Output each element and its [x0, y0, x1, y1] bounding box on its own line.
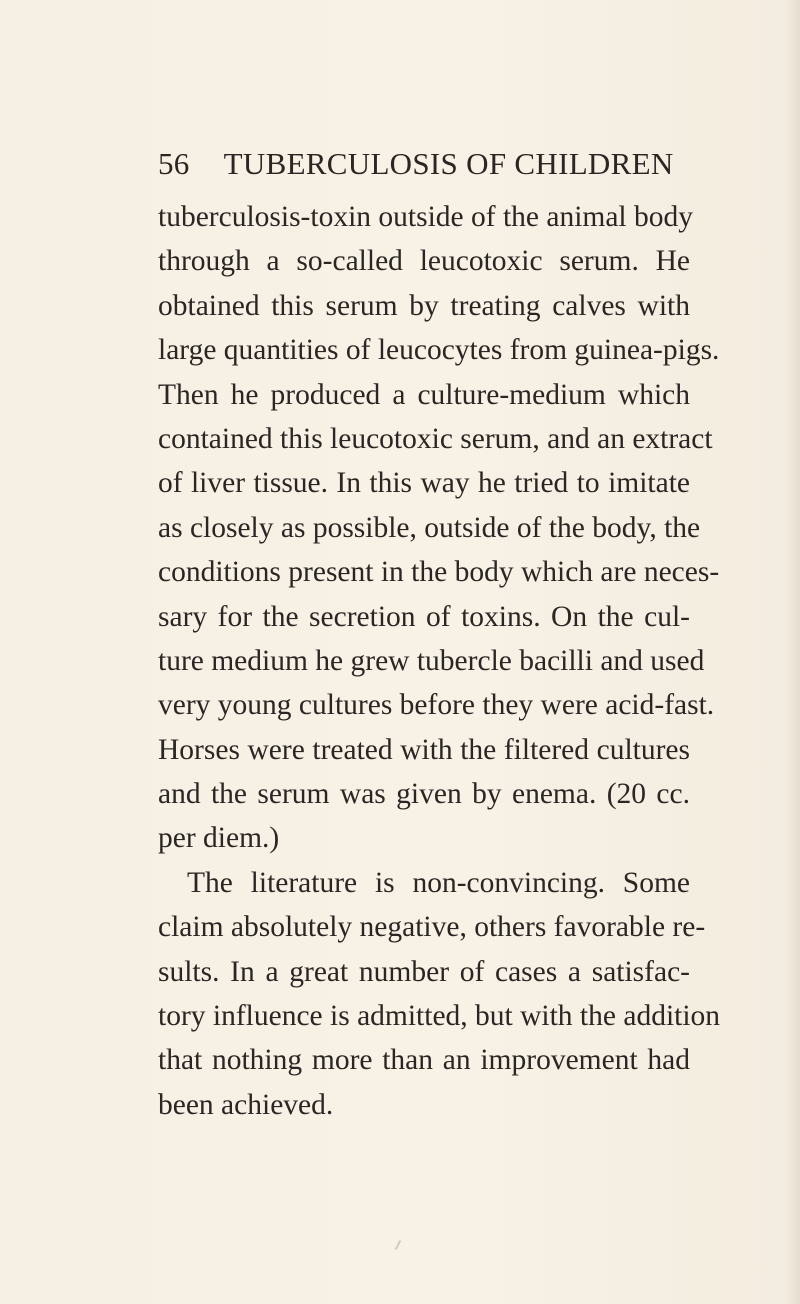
text-line: claim absolutely negative, others favorable re- — [158, 911, 706, 944]
text-line: tory influence is admitted, but with the addition — [158, 1000, 721, 1033]
page-header — [158, 146, 678, 186]
text-line: sary for the secretion of toxins. On the cul- — [158, 600, 690, 633]
page-body — [158, 195, 721, 1127]
running-title: TUBERCULOSIS OF CHILDREN — [223, 146, 674, 181]
text-line: been achieved. — [158, 1088, 334, 1121]
page-number: 56 — [158, 146, 190, 181]
text-line: conditions present in the body which are neces- — [158, 556, 720, 589]
text-line: and the serum was given by enema. (20 cc. — [158, 778, 690, 811]
paragraph-1 — [158, 195, 720, 861]
text-line: Then he produced a culture-medium which — [158, 378, 690, 411]
text-line: Horses were treated with the filtered cultures — [158, 733, 690, 766]
text-line: that nothing more than an improvement had — [158, 1044, 690, 1077]
stray-ink-mark — [395, 1240, 401, 1250]
paragraph-2 — [158, 861, 721, 1127]
text-line: sults. In a great number of cases a satisfac- — [158, 955, 690, 988]
text-line: The literature is non-convincing. Some — [187, 866, 690, 899]
text-line: obtained this serum by treating calves with — [158, 289, 690, 322]
text-line: large quantities of leucocytes from guinea-pigs. — [158, 334, 720, 367]
text-line: tuberculosis-toxin outside of the animal body — [158, 201, 694, 233]
text-line: through a so-called leucotoxic serum. He — [158, 245, 690, 278]
text-line: of liver tissue. In this way he tried to imitate — [158, 467, 690, 500]
text-line: very young cultures before they were acid-fast. — [158, 689, 715, 722]
page-edge-shadow — [786, 0, 800, 1304]
text-line: contained this leucotoxic serum, and an extract — [158, 422, 713, 455]
text-line: per diem.) — [158, 822, 280, 855]
text-line: ture medium he grew tubercle bacilli and used — [158, 644, 705, 677]
text-line: as closely as possible, outside of the body, the — [158, 511, 701, 544]
